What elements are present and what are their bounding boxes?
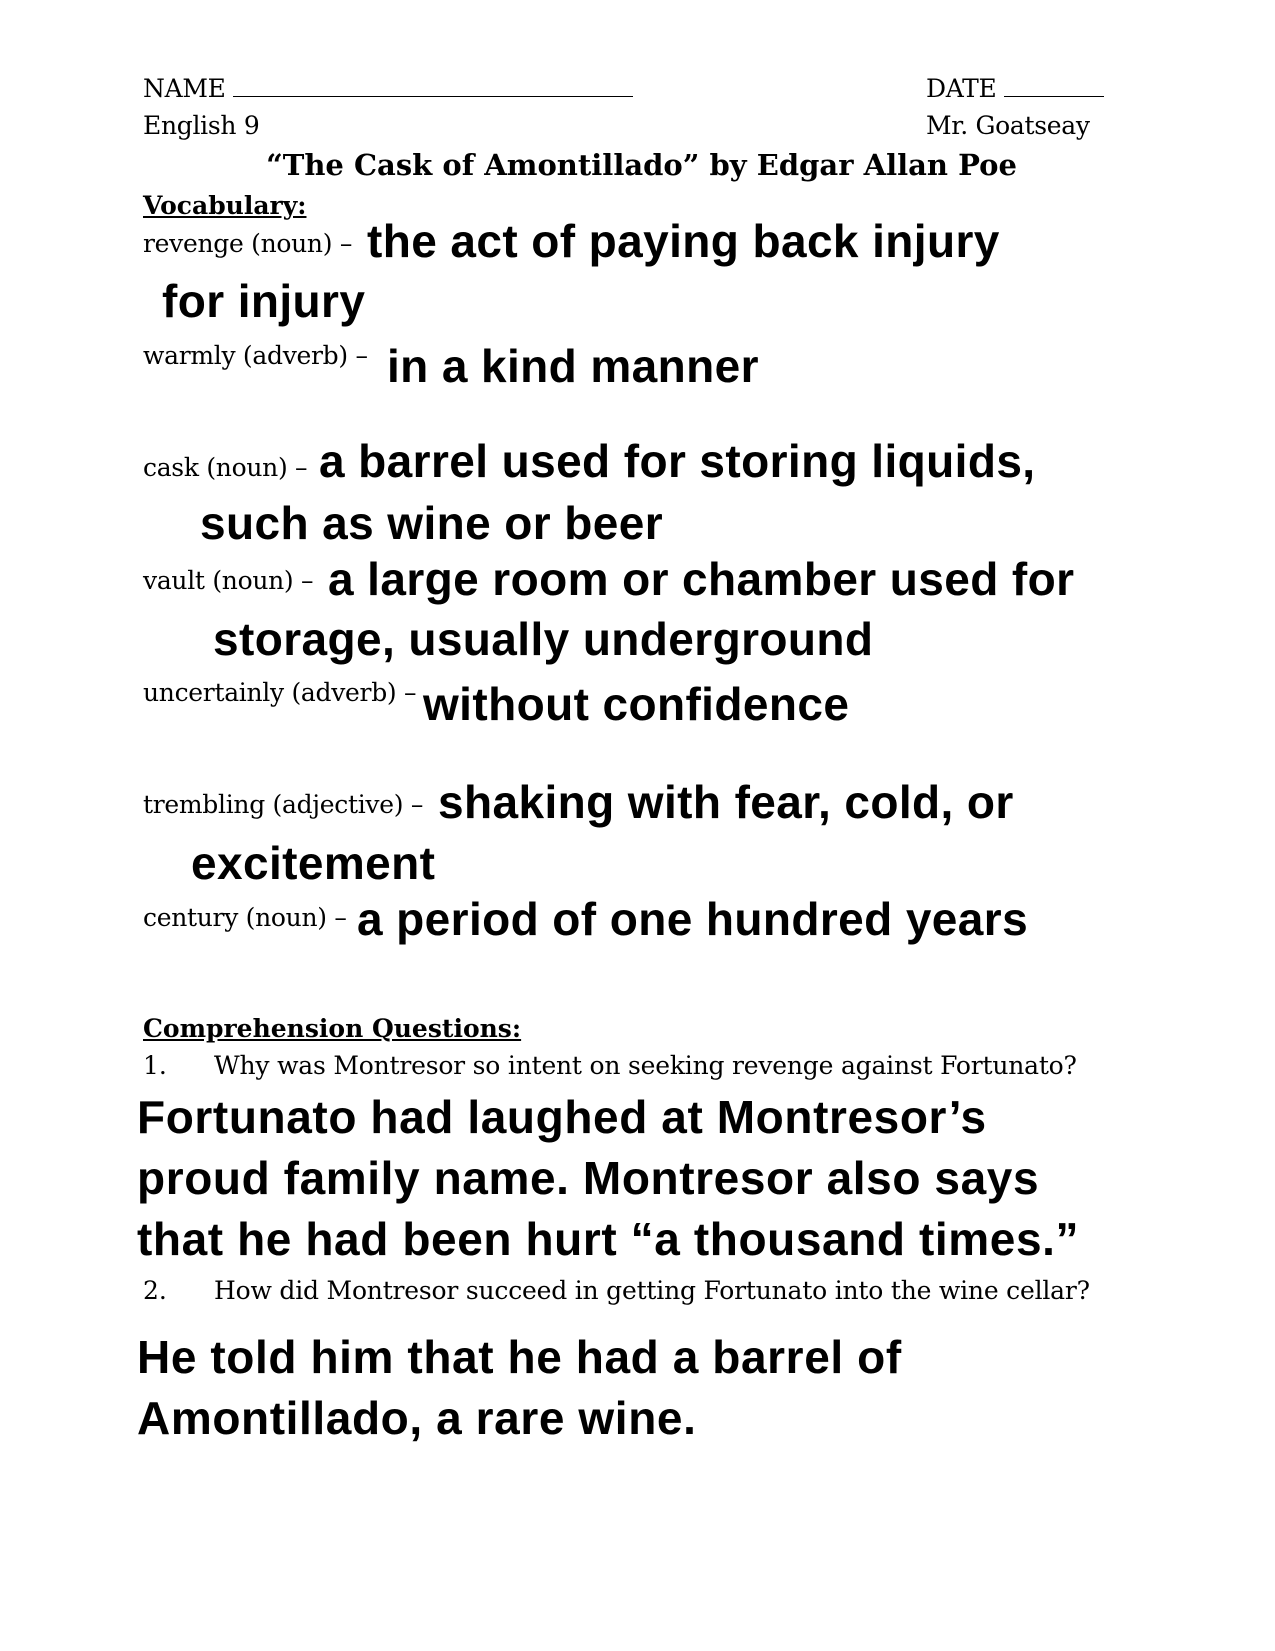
date-field	[926, 74, 1104, 103]
vocab-def-vault-line1: a large room or chamber used for	[328, 553, 1075, 605]
question-text-2: How did Montresor succeed in getting Fortunato into the wine cellar?	[214, 1276, 1090, 1305]
vocab-term-trembling: trembling (adjective) –	[143, 790, 424, 819]
vocab-def-century-line1: a period of one hundred years	[357, 893, 1029, 945]
question-number-1: 1.	[143, 1051, 167, 1080]
vocab-def-vault-line2: storage, usually underground	[213, 613, 874, 665]
answer-2-line1: He told him that he had a barrel of	[137, 1331, 902, 1383]
name-blank-line[interactable]	[233, 76, 633, 97]
course-label: English 9	[143, 111, 260, 140]
vocab-term-uncertainly: uncertainly (adverb) –	[143, 678, 417, 707]
vocab-term-revenge: revenge (noun) –	[143, 229, 353, 258]
vocab-term-vault: vault (noun) –	[143, 566, 314, 595]
answer-2-line2: Amontillado, a rare wine.	[137, 1392, 697, 1444]
vocab-term-century: century (noun) –	[143, 903, 347, 932]
vocab-term-cask: cask (noun) –	[143, 453, 308, 482]
date-blank-line[interactable]	[1004, 76, 1104, 97]
vocab-def-revenge-line1: the act of paying back injury	[367, 215, 1000, 267]
vocab-def-warmly-line1: in a kind manner	[387, 340, 759, 392]
vocab-def-cask-line1: a barrel used for storing liquids,	[319, 435, 1036, 487]
vocab-def-uncertainly-line1: without confidence	[423, 678, 850, 730]
vocab-def-trembling-line1: shaking with fear, cold, or	[438, 776, 1014, 828]
vocab-term-warmly: warmly (adverb) –	[143, 341, 368, 370]
date-label: DATE	[926, 74, 997, 103]
vocab-def-cask-line2: such as wine or beer	[200, 497, 664, 549]
question-number-2: 2.	[143, 1276, 167, 1305]
vocab-def-trembling-line2: excitement	[191, 837, 436, 889]
teacher-label: Mr. Goatseay	[926, 111, 1090, 140]
answer-1-line1: Fortunato had laughed at Montresor’s	[137, 1091, 987, 1143]
comprehension-heading: Comprehension Questions:	[143, 1014, 522, 1043]
answer-1-line3: that he had been hurt “a thousand times.”	[137, 1213, 1080, 1265]
name-label: NAME	[143, 74, 226, 103]
name-field	[143, 74, 633, 103]
question-text-1: Why was Montresor so intent on seeking revenge against Fortunato?	[214, 1051, 1077, 1080]
vocabulary-heading: Vocabulary:	[143, 191, 307, 220]
page-title: “The Cask of Amontillado” by Edgar Allan Poe	[266, 148, 1017, 182]
vocab-def-revenge-line2: for injury	[162, 275, 366, 327]
answer-1-line2: proud family name. Montresor also says	[137, 1152, 1040, 1204]
